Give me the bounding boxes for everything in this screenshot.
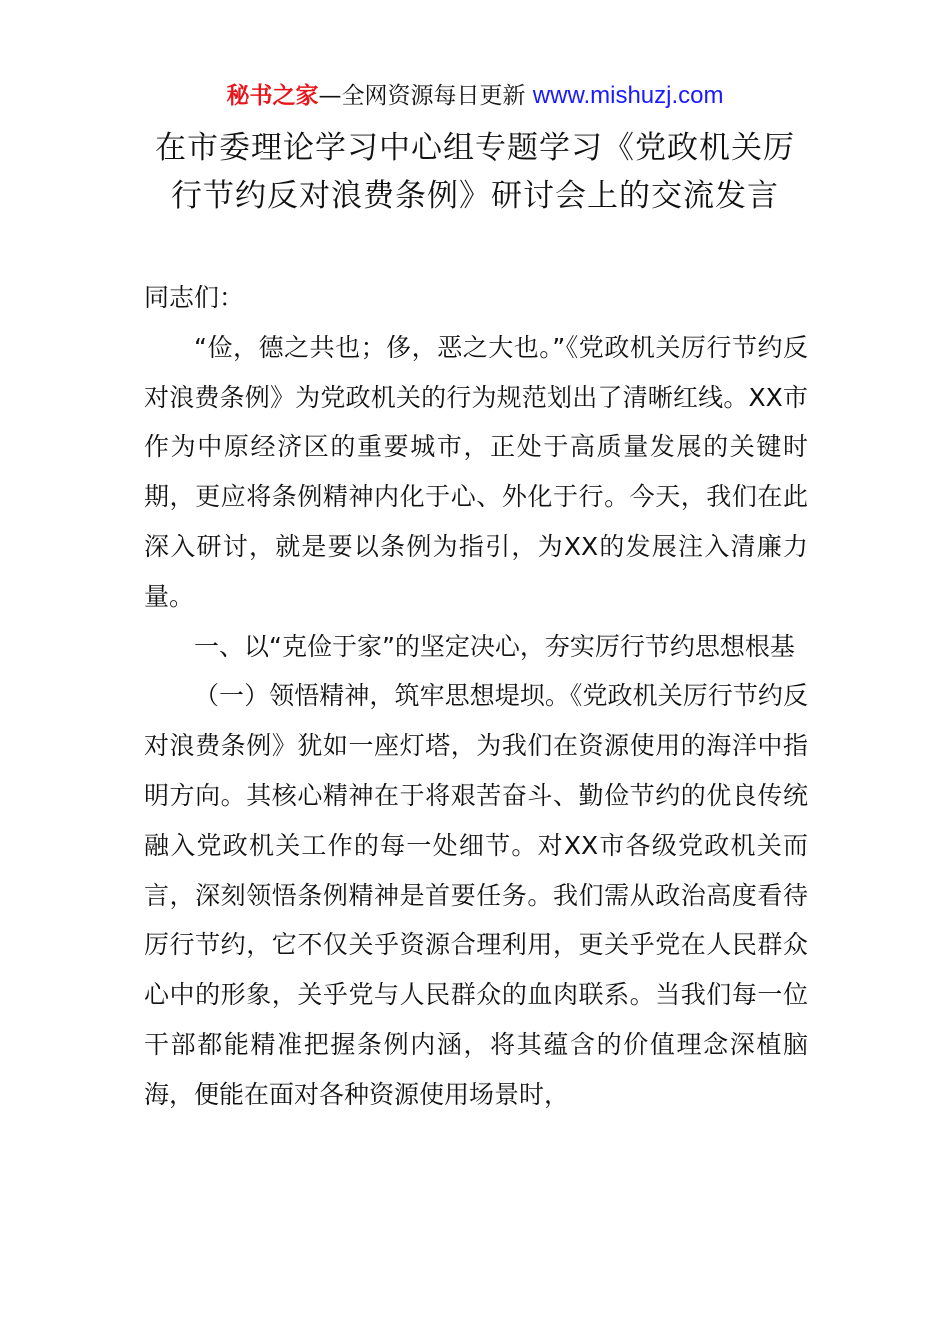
header-tagline: —全网资源每日更新 bbox=[318, 83, 526, 109]
brand-name: 秘书之家 bbox=[226, 83, 319, 109]
title-line-1: 在市委理论学习中心组专题学习《党政机关厉 bbox=[155, 130, 795, 166]
site-url[interactable]: www.mishuzj.com bbox=[532, 82, 724, 109]
paragraph-section-1-1: （一）领悟精神，筑牢思想堤坝。《党政机关厉行节约反对浪费条例》犹如一座灯塔，为我们在资源使用的海洋中指明方向。其核心精神在于将艰苦奋斗、勤俭节约的优良传统融入党政机关工作的每一处细节。对XX市各级党政机关而言，深刻领悟条例精神是首要任务。我们需从政治高度看待厉行节约，它不仅关乎资源合理利用，更关乎党在人民群众心中的形象，关乎党与人民群众的血肉联系。当我们每一位干部都能精准把握条例内涵，将其蕴含的价值理念深植脑海，便能在面对各种资源使用场景时， bbox=[144, 681, 808, 1109]
salutation: 同志们： bbox=[144, 283, 245, 312]
site-header bbox=[0, 80, 950, 112]
paragraph-intro: “俭，德之共也；侈，恶之大也。”《党政机关厉行节约反对浪费条例》为党政机关的行为规范划出了清晰红线。XX市作为中原经济区的重要城市，正处于高质量发展的关键时期，更应将条例精神内化于心、外化于行。今天，我们在此深入研讨，就是要以条例为指引，为XX的发展注入清廉力量。 bbox=[144, 332, 808, 611]
title-line-2: 行节约反对浪费条例》研讨会上的交流发言 bbox=[171, 178, 779, 214]
section-heading-1: 一、以“克俭于家”的坚定决心，夯实厉行节约思想根基 bbox=[194, 631, 795, 661]
document-title bbox=[100, 124, 850, 220]
document-body bbox=[144, 273, 808, 1120]
